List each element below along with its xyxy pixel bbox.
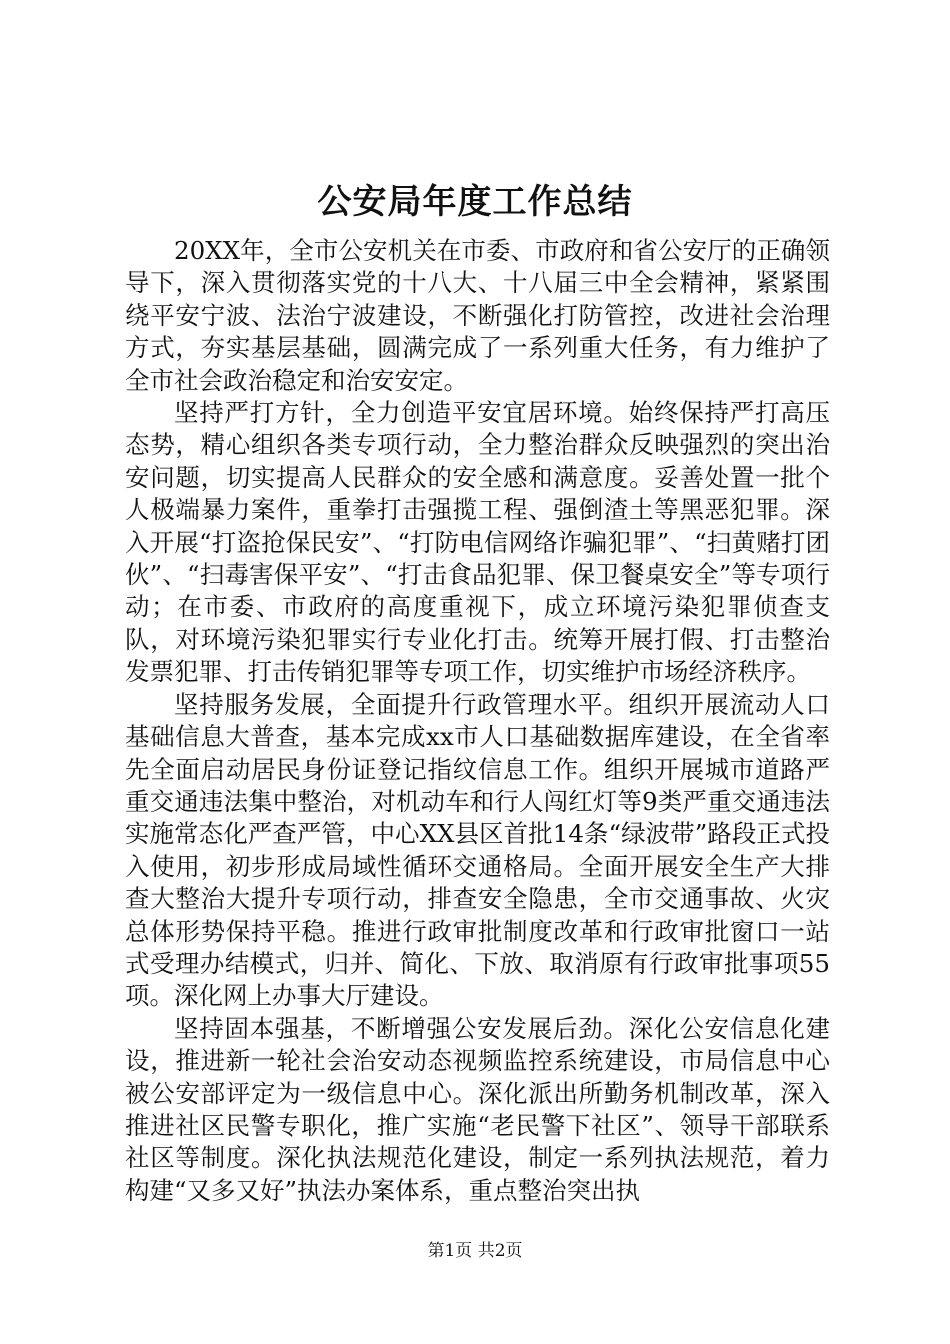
paragraph-service-development: 坚持服务发展，全面提升行政管理水平。组织开展流动人口基础信息大普查，基本完成xx市人口基础数据库建设，在全省率先全面启动居民身份证登记指纹信息工作。组织开展城市道路严重交通违法集中整治，对机动车和行人闯红灯等9类严重交通违法实施常态化严查严管，中心XX县区首批14条“绿波带”路段正式投入使用，初步形成局域性循环交通格局。全面开展安全生产大排查大整治大提升专项行动，排查安全隐患，全市交通事故、火灾总体形势保持平稳。推进行政审批制度改革和行政审批窗口一站式受理办结模式，归并、简化、下放、取消原有行政审批事项55项。深化网上办事大厅建设。: [125, 689, 830, 1011]
document-body: [125, 235, 830, 1207]
paragraph-strike-hard: 坚持严打方针，全力创造平安宜居环境。始终保持严打高压态势，精心组织各类专项行动，全力整治群众反映强烈的突出治安问题，切实提高人民群众的安全感和满意度。妥善处置一批个人极端暴力案件，重拳打击强揽工程、强倒渣土等黑恶犯罪。深入开展“打盗抢保民安”、“打防电信网络诈骗犯罪”、“扫黄赌打团伙”、“扫毒害保平安”、“打击食品犯罪、保卫餐桌安全”等专项行动；在市委、市政府的高度重视下，成立环境污染犯罪侦查支队，对环境污染犯罪实行专业化打击。统筹开展打假、打击整治发票犯罪、打击传销犯罪等专项工作，切实维护市场经济秩序。: [125, 398, 830, 687]
document-title: 公安局年度工作总结: [317, 182, 633, 222]
page-number-footer: 第1页 共2页: [427, 1241, 523, 1261]
paragraph-intro: 20XX年，全市公安机关在市委、市政府和省公安厅的正确领导下，深入贯彻落实党的十八大、十八届三中全会精神，紧紧围绕平安宁波、法治宁波建设，不断强化打防管控，改进社会治理方式，夯实基层基础，圆满完成了一系列重大任务，有力维护了全市社会政治稳定和治安安定。: [125, 236, 830, 395]
paragraph-foundation: 坚持固本强基，不断增强公安发展后劲。深化公安信息化建设，推进新一轮社会治安动态视频监控系统建设，市局信息中心被公安部评定为一级信息中心。深化派出所勤务机制改革，深入推进社区民警专职化，推广实施“老民警下社区”、领导干部联系社区等制度。深化执法规范化建设，制定一系列执法规范，着力构建“又多又好”执法办案体系，重点整治突出执: [125, 1013, 830, 1205]
